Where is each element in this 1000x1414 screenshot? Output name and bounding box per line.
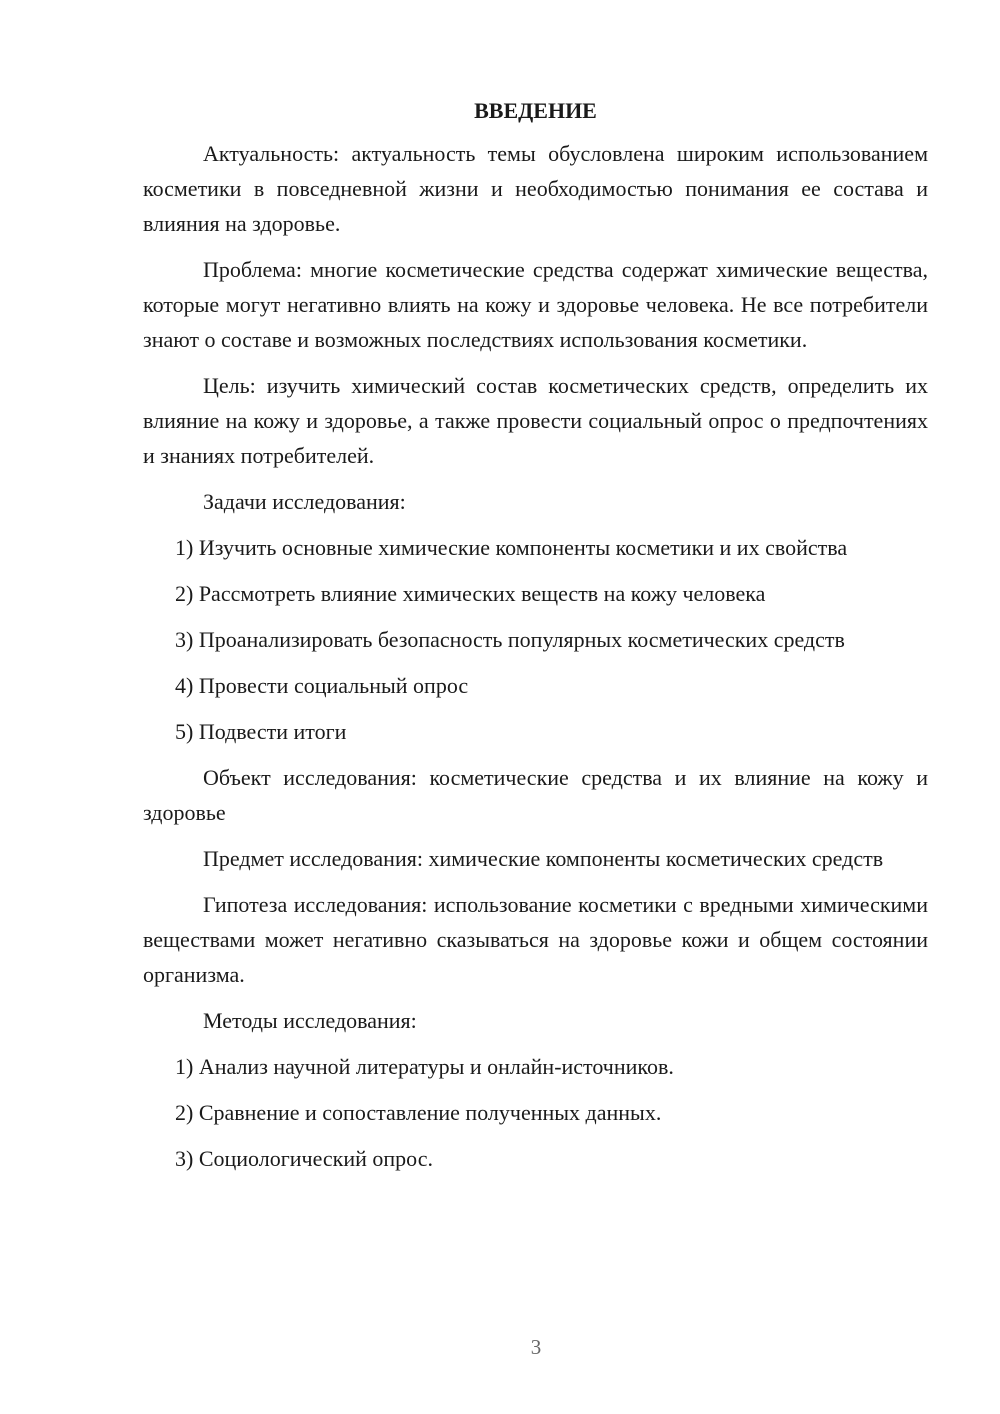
method-item: 3) Социологический опрос. [175, 1146, 433, 1171]
methods-heading: Методы исследования: [203, 1008, 417, 1033]
task-item: 5) Подвести итоги [175, 719, 347, 744]
task-item: 2) Рассмотреть влияние химических веществ на кожу человека [175, 581, 766, 606]
hypothesis-paragraph: Гипотеза исследования: использование косметики с вредными химическими веществами может негативно сказываться на здоровье кожи и общем состоянии организма. [143, 892, 928, 987]
task-item: 1) Изучить основные химические компоненты косметики и их свойства [175, 535, 848, 560]
section-title: ВВЕДЕНИЕ [474, 98, 597, 123]
problem-paragraph: Проблема: многие косметические средства содержат химические вещества, которые могут негативно влиять на кожу и здоровье человека. Не все потребители знают о составе и возможных последствиях использования косметики. [143, 257, 928, 352]
page-content [143, 96, 928, 1187]
goal-paragraph: Цель: изучить химический состав косметических средств, определить их влияние на кожу и здоровье, а также провести социальный опрос о предпочтениях и знаниях потребителей. [143, 373, 928, 468]
method-item: 1) Анализ научной литературы и онлайн-источников. [175, 1054, 674, 1079]
relevance-paragraph: Актуальность: актуальность темы обусловлена широким использованием косметики в повседневной жизни и необходимостью понимания ее состава и влияния на здоровье. [143, 141, 928, 236]
subject-paragraph: Предмет исследования: химические компоненты косметических средств [203, 846, 884, 871]
page-number: 3 [530, 1335, 542, 1359]
task-item: 4) Провести социальный опрос [175, 673, 469, 698]
object-paragraph: Объект исследования: косметические средства и их влияние на кожу и здоровье [143, 765, 928, 825]
task-item: 3) Проанализировать безопасность популярных косметических средств [175, 627, 845, 652]
method-item: 2) Сравнение и сопоставление полученных данных. [175, 1100, 662, 1125]
tasks-heading: Задачи исследования: [203, 489, 406, 514]
